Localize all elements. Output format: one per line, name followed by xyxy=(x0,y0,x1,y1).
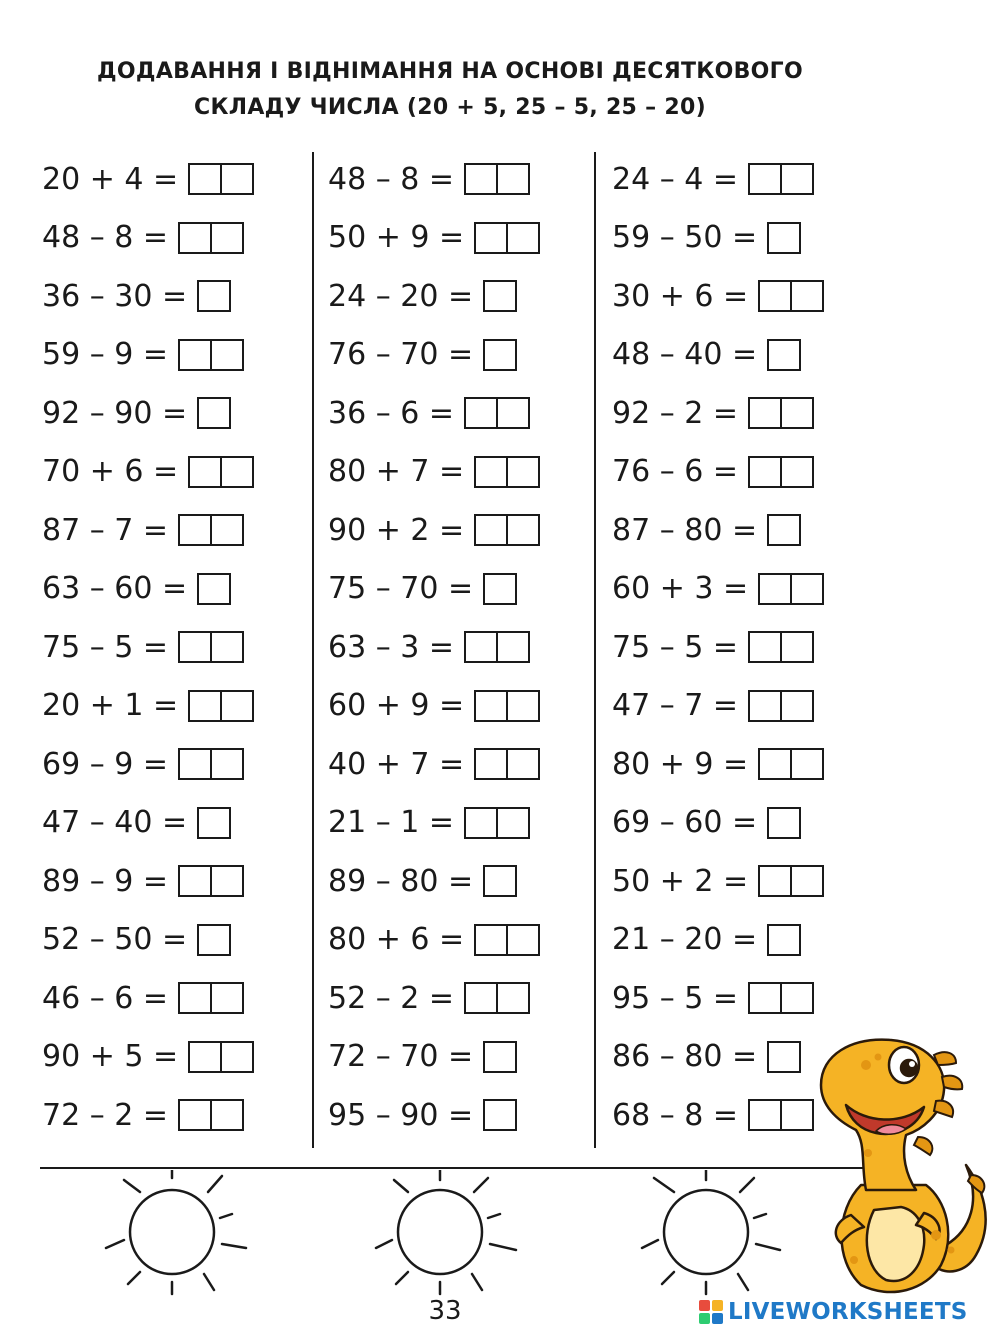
answer-boxes xyxy=(188,690,254,722)
answer-digit-box[interactable] xyxy=(474,514,508,546)
answer-boxes xyxy=(474,514,540,546)
problem-row xyxy=(42,560,322,619)
problem-expression: 46 – 6 = xyxy=(42,980,169,1016)
answer-digit-box[interactable] xyxy=(197,573,231,605)
answer-boxes xyxy=(474,690,540,722)
problem-expression: 24 – 4 = xyxy=(612,161,739,197)
answer-boxes xyxy=(188,163,254,195)
sun-icon[interactable] xyxy=(100,1170,250,1300)
answer-boxes xyxy=(464,397,530,429)
answer-digit-box[interactable] xyxy=(464,163,498,195)
answer-digit-box[interactable] xyxy=(197,807,231,839)
answer-digit-box[interactable] xyxy=(210,982,244,1014)
problem-row xyxy=(328,852,608,911)
answer-digit-box[interactable] xyxy=(758,748,792,780)
problem-row xyxy=(612,384,892,443)
answer-boxes xyxy=(748,631,814,663)
problem-expression: 63 – 3 = xyxy=(328,629,455,665)
problem-row xyxy=(42,618,322,677)
answer-boxes xyxy=(483,280,517,312)
problem-expression: 60 + 3 = xyxy=(612,571,749,607)
answer-digit-box[interactable] xyxy=(767,222,801,254)
problem-row xyxy=(612,618,892,677)
problem-expression: 76 – 70 = xyxy=(328,337,474,373)
answer-digit-box[interactable] xyxy=(506,924,540,956)
problem-row xyxy=(328,267,608,326)
answer-digit-box[interactable] xyxy=(748,631,782,663)
problem-expression: 21 – 1 = xyxy=(328,805,455,841)
answer-digit-box[interactable] xyxy=(178,631,212,663)
answer-digit-box[interactable] xyxy=(780,690,814,722)
answer-digit-box[interactable] xyxy=(758,573,792,605)
brand-name: LIVEWORKSHEETS xyxy=(728,1299,968,1325)
problem-row xyxy=(612,443,892,502)
answer-digit-box[interactable] xyxy=(178,222,212,254)
problem-row xyxy=(328,677,608,736)
answer-digit-box[interactable] xyxy=(210,748,244,780)
answer-boxes xyxy=(748,982,814,1014)
problem-row xyxy=(42,911,322,970)
answer-boxes xyxy=(748,690,814,722)
problem-row xyxy=(612,852,892,911)
dinosaur-icon xyxy=(806,1035,996,1297)
answer-boxes xyxy=(758,573,824,605)
answer-digit-box[interactable] xyxy=(464,397,498,429)
problem-expression: 20 + 4 = xyxy=(42,161,179,197)
answer-boxes xyxy=(188,456,254,488)
answer-digit-box[interactable] xyxy=(767,807,801,839)
problem-expression: 89 – 9 = xyxy=(42,863,169,899)
answer-digit-box[interactable] xyxy=(790,748,824,780)
answer-boxes xyxy=(197,397,231,429)
answer-boxes xyxy=(748,456,814,488)
problem-row xyxy=(42,150,322,209)
answer-digit-box[interactable] xyxy=(474,222,508,254)
problem-expression: 59 – 50 = xyxy=(612,220,758,256)
answer-digit-box[interactable] xyxy=(464,807,498,839)
answer-digit-box[interactable] xyxy=(210,222,244,254)
problem-column-3 xyxy=(612,150,892,1145)
problem-row xyxy=(612,735,892,794)
title-line-1: ДОДАВАННЯ І ВІДНІМАННЯ НА ОСНОВІ ДЕСЯТКОВОГО xyxy=(97,59,803,84)
answer-digit-box[interactable] xyxy=(178,865,212,897)
answer-boxes xyxy=(188,1041,254,1073)
answer-digit-box[interactable] xyxy=(188,1041,222,1073)
problem-expression: 40 + 7 = xyxy=(328,746,465,782)
problem-row xyxy=(328,1028,608,1087)
problem-row xyxy=(42,384,322,443)
sun-icon[interactable] xyxy=(640,1170,790,1300)
answer-digit-box[interactable] xyxy=(210,1099,244,1131)
problem-row xyxy=(42,852,322,911)
answer-boxes xyxy=(748,397,814,429)
problem-row xyxy=(42,326,322,385)
problem-row xyxy=(328,969,608,1028)
column-divider xyxy=(312,152,314,1148)
problem-expression: 80 + 7 = xyxy=(328,454,465,490)
problem-expression: 87 – 7 = xyxy=(42,512,169,548)
problem-row xyxy=(42,443,322,502)
problem-row xyxy=(42,677,322,736)
answer-digit-box[interactable] xyxy=(506,222,540,254)
problem-row xyxy=(328,501,608,560)
problem-row xyxy=(612,326,892,385)
answer-boxes xyxy=(178,222,244,254)
answer-boxes xyxy=(767,339,801,371)
answer-digit-box[interactable] xyxy=(483,865,517,897)
answer-boxes xyxy=(483,1041,517,1073)
problem-expression: 47 – 40 = xyxy=(42,805,188,841)
answer-boxes xyxy=(178,339,244,371)
problem-expression: 76 – 6 = xyxy=(612,454,739,490)
problem-row xyxy=(612,150,892,209)
problem-row xyxy=(612,677,892,736)
problem-expression: 75 – 5 = xyxy=(612,629,739,665)
answer-digit-box[interactable] xyxy=(178,748,212,780)
problem-expression: 87 – 80 = xyxy=(612,512,758,548)
answer-boxes xyxy=(464,631,530,663)
answer-digit-box[interactable] xyxy=(464,631,498,663)
answer-boxes xyxy=(197,924,231,956)
answer-digit-box[interactable] xyxy=(483,280,517,312)
problem-expression: 47 – 7 = xyxy=(612,688,739,724)
answer-digit-box[interactable] xyxy=(496,163,530,195)
answer-digit-box[interactable] xyxy=(178,339,212,371)
column-divider xyxy=(594,152,596,1148)
problem-expression: 48 – 8 = xyxy=(42,220,169,256)
answer-boxes xyxy=(758,280,824,312)
problem-expression: 70 + 6 = xyxy=(42,454,179,490)
answer-boxes xyxy=(767,514,801,546)
answer-digit-box[interactable] xyxy=(483,1099,517,1131)
answer-boxes xyxy=(464,982,530,1014)
problem-expression: 21 – 20 = xyxy=(612,922,758,958)
problem-expression: 24 – 20 = xyxy=(328,278,474,314)
answer-digit-box[interactable] xyxy=(210,631,244,663)
answer-digit-box[interactable] xyxy=(474,690,508,722)
problem-expression: 20 + 1 = xyxy=(42,688,179,724)
answer-boxes xyxy=(178,1099,244,1131)
problem-expression: 30 + 6 = xyxy=(612,278,749,314)
problem-column-2 xyxy=(328,150,608,1145)
problem-expression: 50 + 2 = xyxy=(612,863,749,899)
problem-row xyxy=(42,209,322,268)
problem-expression: 80 + 6 = xyxy=(328,922,465,958)
answer-digit-box[interactable] xyxy=(790,573,824,605)
problem-expression: 63 – 60 = xyxy=(42,571,188,607)
page-number: 33 xyxy=(428,1296,462,1326)
problem-expression: 72 – 2 = xyxy=(42,1097,169,1133)
answer-boxes xyxy=(758,865,824,897)
answer-digit-box[interactable] xyxy=(748,163,782,195)
problem-expression: 75 – 70 = xyxy=(328,571,474,607)
problem-row xyxy=(328,326,608,385)
answer-digit-box[interactable] xyxy=(780,982,814,1014)
answer-digit-box[interactable] xyxy=(220,456,254,488)
problem-row xyxy=(42,969,322,1028)
answer-digit-box[interactable] xyxy=(780,163,814,195)
answer-digit-box[interactable] xyxy=(220,690,254,722)
answer-boxes xyxy=(178,865,244,897)
answer-boxes xyxy=(748,1099,814,1131)
answer-digit-box[interactable] xyxy=(483,573,517,605)
answer-boxes xyxy=(464,807,530,839)
answer-digit-box[interactable] xyxy=(178,514,212,546)
problem-row xyxy=(612,209,892,268)
answer-digit-box[interactable] xyxy=(210,339,244,371)
answer-boxes xyxy=(483,1099,517,1131)
answer-boxes xyxy=(178,514,244,546)
answer-digit-box[interactable] xyxy=(506,690,540,722)
answer-digit-box[interactable] xyxy=(197,280,231,312)
answer-digit-box[interactable] xyxy=(483,339,517,371)
answer-digit-box[interactable] xyxy=(464,982,498,1014)
answer-boxes xyxy=(767,222,801,254)
answer-digit-box[interactable] xyxy=(197,397,231,429)
answer-boxes xyxy=(178,748,244,780)
problem-expression: 75 – 5 = xyxy=(42,629,169,665)
answer-digit-box[interactable] xyxy=(496,397,530,429)
problem-expression: 80 + 9 = xyxy=(612,746,749,782)
problem-expression: 36 – 6 = xyxy=(328,395,455,431)
answer-digit-box[interactable] xyxy=(188,456,222,488)
problem-expression: 68 – 8 = xyxy=(612,1097,739,1133)
answer-boxes xyxy=(767,807,801,839)
problem-expression: 59 – 9 = xyxy=(42,337,169,373)
problem-row xyxy=(612,560,892,619)
problem-row xyxy=(328,560,608,619)
answer-boxes xyxy=(748,163,814,195)
answer-boxes xyxy=(197,280,231,312)
answer-digit-box[interactable] xyxy=(748,397,782,429)
answer-digit-box[interactable] xyxy=(780,631,814,663)
problem-expression: 92 – 90 = xyxy=(42,395,188,431)
answer-digit-box[interactable] xyxy=(748,690,782,722)
problem-row xyxy=(328,209,608,268)
answer-boxes xyxy=(483,865,517,897)
answer-boxes xyxy=(464,163,530,195)
answer-boxes xyxy=(474,222,540,254)
answer-digit-box[interactable] xyxy=(188,690,222,722)
answer-digit-box[interactable] xyxy=(767,514,801,546)
problem-row xyxy=(328,911,608,970)
problem-row xyxy=(42,1086,322,1145)
problem-expression: 90 + 2 = xyxy=(328,512,465,548)
answer-digit-box[interactable] xyxy=(506,514,540,546)
problem-row xyxy=(328,384,608,443)
problem-row xyxy=(612,969,892,1028)
problem-row xyxy=(612,501,892,560)
answer-digit-box[interactable] xyxy=(758,865,792,897)
answer-digit-box[interactable] xyxy=(188,163,222,195)
answer-boxes xyxy=(197,807,231,839)
problem-row xyxy=(328,150,608,209)
answer-digit-box[interactable] xyxy=(220,1041,254,1073)
answer-boxes xyxy=(474,924,540,956)
answer-digit-box[interactable] xyxy=(496,807,530,839)
answer-boxes xyxy=(178,631,244,663)
problem-row xyxy=(42,267,322,326)
answer-boxes xyxy=(474,456,540,488)
answer-digit-box[interactable] xyxy=(506,456,540,488)
problem-row xyxy=(42,501,322,560)
problem-row xyxy=(42,1028,322,1087)
problem-row xyxy=(328,794,608,853)
answer-digit-box[interactable] xyxy=(178,1099,212,1131)
answer-digit-box[interactable] xyxy=(748,456,782,488)
answer-boxes xyxy=(483,573,517,605)
answer-digit-box[interactable] xyxy=(178,982,212,1014)
answer-boxes xyxy=(767,1041,801,1073)
answer-boxes xyxy=(474,748,540,780)
problem-row xyxy=(42,735,322,794)
title-line-2: СКЛАДУ ЧИСЛА (20 + 5, 25 – 5, 25 – 20) xyxy=(194,95,706,120)
answer-boxes xyxy=(197,573,231,605)
problem-expression: 95 – 90 = xyxy=(328,1097,474,1133)
answer-boxes xyxy=(178,982,244,1014)
answer-boxes xyxy=(483,339,517,371)
sun-icon[interactable] xyxy=(372,1170,522,1300)
problem-row xyxy=(612,794,892,853)
problem-expression: 69 – 9 = xyxy=(42,746,169,782)
liveworksheets-brand[interactable] xyxy=(698,1297,967,1327)
problem-row xyxy=(612,911,892,970)
answer-digit-box[interactable] xyxy=(767,339,801,371)
answer-digit-box[interactable] xyxy=(483,1041,517,1073)
problem-expression: 89 – 80 = xyxy=(328,863,474,899)
problem-expression: 50 + 9 = xyxy=(328,220,465,256)
answer-digit-box[interactable] xyxy=(506,748,540,780)
problem-expression: 36 – 30 = xyxy=(42,278,188,314)
problem-row xyxy=(328,735,608,794)
problem-row xyxy=(42,794,322,853)
answer-digit-box[interactable] xyxy=(197,924,231,956)
answer-digit-box[interactable] xyxy=(474,748,508,780)
answer-digit-box[interactable] xyxy=(474,924,508,956)
problem-row xyxy=(328,1086,608,1145)
problem-expression: 72 – 70 = xyxy=(328,1039,474,1075)
answer-digit-box[interactable] xyxy=(210,865,244,897)
answer-digit-box[interactable] xyxy=(496,982,530,1014)
answer-digit-box[interactable] xyxy=(210,514,244,546)
problem-column-1 xyxy=(42,150,322,1145)
worksheet-title xyxy=(0,54,900,126)
bottom-rule xyxy=(40,1167,870,1169)
problem-row xyxy=(612,267,892,326)
answer-digit-box[interactable] xyxy=(767,1041,801,1073)
answer-digit-box[interactable] xyxy=(780,456,814,488)
problem-expression: 86 – 80 = xyxy=(612,1039,758,1075)
answer-digit-box[interactable] xyxy=(748,982,782,1014)
answer-digit-box[interactable] xyxy=(790,280,824,312)
answer-digit-box[interactable] xyxy=(780,397,814,429)
problem-expression: 48 – 40 = xyxy=(612,337,758,373)
problem-expression: 52 – 2 = xyxy=(328,980,455,1016)
liveworksheets-logo-icon xyxy=(698,1299,724,1325)
problem-row xyxy=(328,443,608,502)
problem-expression: 95 – 5 = xyxy=(612,980,739,1016)
problem-row xyxy=(328,618,608,677)
problem-expression: 52 – 50 = xyxy=(42,922,188,958)
problem-expression: 48 – 8 = xyxy=(328,161,455,197)
answer-digit-box[interactable] xyxy=(220,163,254,195)
problem-expression: 92 – 2 = xyxy=(612,395,739,431)
answer-digit-box[interactable] xyxy=(790,865,824,897)
answer-boxes xyxy=(758,748,824,780)
answer-digit-box[interactable] xyxy=(758,280,792,312)
answer-digit-box[interactable] xyxy=(496,631,530,663)
problem-expression: 69 – 60 = xyxy=(612,805,758,841)
answer-boxes xyxy=(767,924,801,956)
answer-digit-box[interactable] xyxy=(767,924,801,956)
answer-digit-box[interactable] xyxy=(748,1099,782,1131)
answer-digit-box[interactable] xyxy=(474,456,508,488)
problem-expression: 90 + 5 = xyxy=(42,1039,179,1075)
problem-expression: 60 + 9 = xyxy=(328,688,465,724)
